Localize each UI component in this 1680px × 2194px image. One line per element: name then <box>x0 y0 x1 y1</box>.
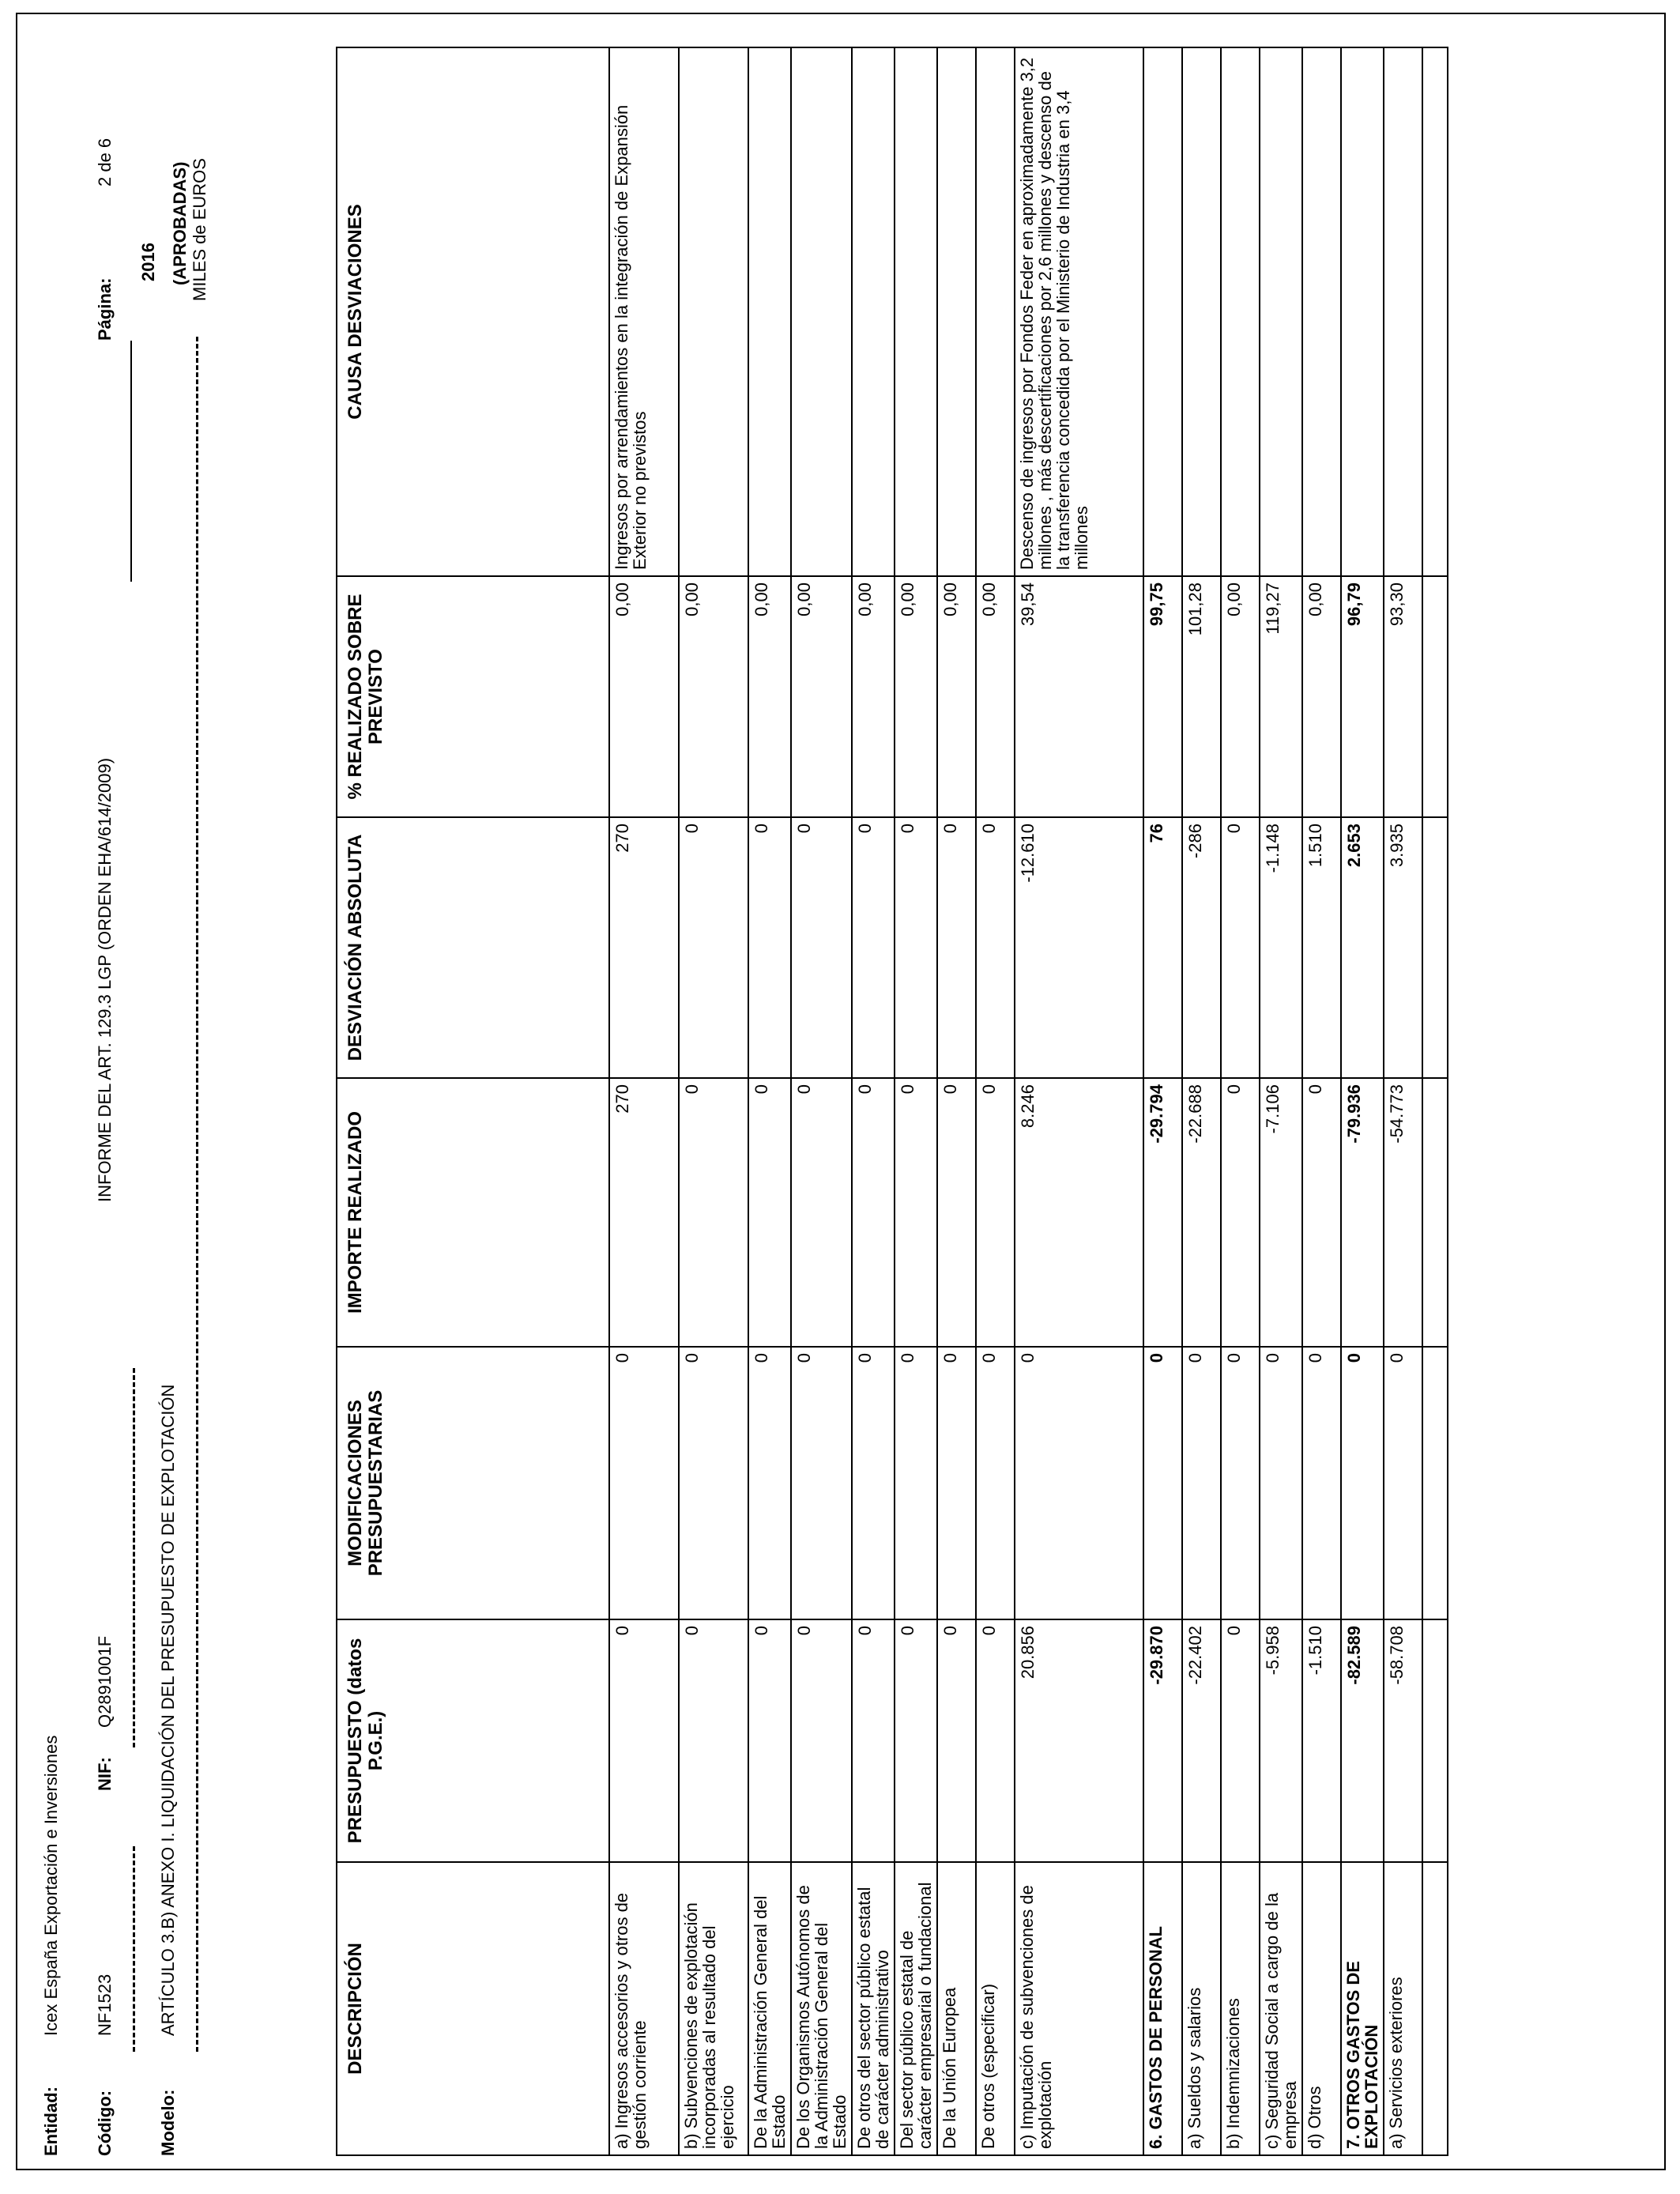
presupuesto-cell: 0 <box>937 1619 976 1862</box>
desviacion-cell: 0 <box>1221 817 1260 1078</box>
table-row-empty <box>1422 47 1448 2155</box>
empty-cell <box>1422 1347 1448 1619</box>
porcentaje-cell: 0,00 <box>976 576 1015 817</box>
desviacion-cell: 0 <box>748 817 791 1078</box>
porcentaje-cell: 119,27 <box>1260 576 1302 817</box>
col-modificaciones: MODIFICACIONES PRESUPUESTARIAS <box>337 1347 609 1619</box>
modificaciones-cell: 0 <box>1143 1347 1182 1619</box>
table-row <box>791 47 852 2155</box>
modificaciones-cell: 0 <box>791 1347 852 1619</box>
year: 2016 <box>138 243 158 281</box>
pagina-label: Página: <box>95 277 115 341</box>
descripcion-cell: 6. GASTOS DE PERSONAL <box>1143 1862 1182 2155</box>
causa-cell <box>1341 47 1384 576</box>
porcentaje-cell: 0,00 <box>791 576 852 817</box>
causa-cell <box>852 47 895 576</box>
empty-cell <box>1422 817 1448 1078</box>
table-row <box>1341 47 1384 2155</box>
presupuesto-cell: -1.510 <box>1302 1619 1341 1862</box>
porcentaje-cell: 0,00 <box>609 576 679 817</box>
desviacion-cell: 2.653 <box>1341 817 1384 1078</box>
porcentaje-cell: 0,00 <box>748 576 791 817</box>
causa-cell <box>1302 47 1341 576</box>
desviacion-cell: 1.510 <box>1302 817 1341 1078</box>
col-presupuesto: PRESUPUESTO (datos P.G.E.) <box>337 1619 609 1862</box>
porcentaje-cell: 0,00 <box>852 576 895 817</box>
nif-underline <box>133 1368 135 1747</box>
desviacion-cell: 76 <box>1143 817 1182 1078</box>
presupuesto-cell: 20.856 <box>1015 1619 1143 1862</box>
causa-cell <box>937 47 976 576</box>
unidades: MILES de EUROS <box>190 158 209 301</box>
causa-cell <box>1384 47 1422 576</box>
codigo-value: NF1523 <box>95 1973 115 2036</box>
informe-title: INFORME DEL ART. 129.3 LGP (ORDEN EHA/614/2009) <box>95 757 115 1202</box>
causa-cell <box>791 47 852 576</box>
modificaciones-cell: 0 <box>1341 1347 1384 1619</box>
modelo-underline <box>196 337 198 2052</box>
causa-cell <box>1221 47 1260 576</box>
aprobadas: (APROBADAS) <box>170 161 190 285</box>
table-row <box>1015 47 1143 2155</box>
col-porcentaje: % REALIZADO SOBRE PREVISTO <box>337 576 609 817</box>
informe-underline <box>130 341 132 582</box>
entidad-value: Icex España Exportación e Inversiones <box>41 1735 61 2036</box>
col-descripcion: DESCRIPCIÓN <box>337 1862 609 2155</box>
importe-cell: 0 <box>852 1078 895 1347</box>
importe-cell: 0 <box>895 1078 937 1347</box>
table-row <box>895 47 937 2155</box>
causa-cell: Ingresos por arrendamientos en la integración de Expansión Exterior no previstos <box>609 47 679 576</box>
modificaciones-cell: 0 <box>1384 1347 1422 1619</box>
importe-cell: -7.106 <box>1260 1078 1302 1347</box>
descripcion-cell: a) Servicios exteriores <box>1384 1862 1422 2155</box>
desviacion-cell: -12.610 <box>1015 817 1143 1078</box>
presupuesto-cell: 0 <box>609 1619 679 1862</box>
modificaciones-cell: 0 <box>1182 1347 1221 1619</box>
desviacion-cell: 0 <box>679 817 748 1078</box>
descripcion-cell: De otros del sector público estatal de carácter administrativo <box>852 1862 895 2155</box>
modificaciones-cell: 0 <box>852 1347 895 1619</box>
desviacion-cell: 0 <box>895 817 937 1078</box>
presupuesto-cell: 0 <box>791 1619 852 1862</box>
empty-cell <box>1422 1078 1448 1347</box>
importe-cell: 0 <box>1221 1078 1260 1347</box>
importe-cell: 270 <box>609 1078 679 1347</box>
table-row <box>1182 47 1221 2155</box>
importe-cell: -79.936 <box>1341 1078 1384 1347</box>
table-row <box>748 47 791 2155</box>
descripcion-cell: b) Subvenciones de explotación incorporadas al resultado del ejercicio <box>679 1862 748 2155</box>
modificaciones-cell: 0 <box>976 1347 1015 1619</box>
causa-cell <box>748 47 791 576</box>
presupuesto-cell: -22.402 <box>1182 1619 1221 1862</box>
desviacion-cell: 0 <box>937 817 976 1078</box>
presupuesto-cell: 0 <box>679 1619 748 1862</box>
nif-label: NIF: <box>95 1757 115 1791</box>
col-desviacion: DESVIACIÓN ABSOLUTA <box>337 817 609 1078</box>
desviacion-cell: 270 <box>609 817 679 1078</box>
causa-cell <box>1260 47 1302 576</box>
nif-value: Q2891001F <box>95 1635 115 1728</box>
header-row <box>337 47 609 2155</box>
modificaciones-cell: 0 <box>1015 1347 1143 1619</box>
importe-cell: 0 <box>748 1078 791 1347</box>
modificaciones-cell: 0 <box>895 1347 937 1619</box>
causa-cell <box>1143 47 1182 576</box>
importe-cell: -22.688 <box>1182 1078 1221 1347</box>
desviacion-cell: -286 <box>1182 817 1221 1078</box>
porcentaje-cell: 101,28 <box>1182 576 1221 817</box>
modificaciones-cell: 0 <box>748 1347 791 1619</box>
descripcion-cell: De otros (especificar) <box>976 1862 1015 2155</box>
empty-cell <box>1422 47 1448 576</box>
porcentaje-cell: 0,00 <box>937 576 976 817</box>
descripcion-cell: d) Otros <box>1302 1862 1341 2155</box>
desviacion-cell: -1.148 <box>1260 817 1302 1078</box>
modelo-label: Modelo: <box>158 2089 178 2156</box>
descripcion-cell: c) Imputación de subvenciones de explotación <box>1015 1862 1143 2155</box>
descripcion-cell: c) Seguridad Social a cargo de la empresa <box>1260 1862 1302 2155</box>
empty-cell <box>1422 576 1448 817</box>
presupuesto-cell: 0 <box>895 1619 937 1862</box>
causa-cell <box>976 47 1015 576</box>
desviacion-cell: 3.935 <box>1384 817 1422 1078</box>
desviacion-cell: 0 <box>976 817 1015 1078</box>
pagina-value: 2 de 6 <box>95 138 115 187</box>
table-row <box>852 47 895 2155</box>
entidad-label: Entidad: <box>41 2087 61 2156</box>
modificaciones-cell: 0 <box>609 1347 679 1619</box>
porcentaje-cell: 99,75 <box>1143 576 1182 817</box>
modificaciones-cell: 0 <box>1302 1347 1341 1619</box>
modelo-value: ARTÍCULO 3.B) ANEXO I. LIQUIDACIÓN DEL PRESUPUESTO DE EXPLOTACIÓN <box>158 1384 178 2036</box>
table-row <box>1221 47 1260 2155</box>
empty-cell <box>1422 1619 1448 1862</box>
importe-cell: 0 <box>679 1078 748 1347</box>
table-row <box>609 47 679 2155</box>
porcentaje-cell: 0,00 <box>679 576 748 817</box>
porcentaje-cell: 0,00 <box>1302 576 1341 817</box>
descripcion-cell: a) Ingresos accesorios y otros de gestión corriente <box>609 1862 679 2155</box>
modificaciones-cell: 0 <box>679 1347 748 1619</box>
presupuesto-cell: -29.870 <box>1143 1619 1182 1862</box>
modificaciones-cell: 0 <box>1221 1347 1260 1619</box>
causa-cell: Descenso de ingresos por Fondos Feder en aproximadamente 3,2 millones , más descertificaciones por 2,6 millones y descenso de la transferencia concedida por el Ministerio de Industria en 3,4 millones <box>1015 47 1143 576</box>
desviacion-cell: 0 <box>852 817 895 1078</box>
presupuesto-cell: -82.589 <box>1341 1619 1384 1862</box>
table-row <box>679 47 748 2155</box>
causa-cell <box>1182 47 1221 576</box>
descripcion-cell: De la Unión Europea <box>937 1862 976 2155</box>
empty-cell <box>1422 1862 1448 2155</box>
presupuesto-cell: 0 <box>1221 1619 1260 1862</box>
descripcion-cell: De los Organismos Autónomos de la Administración General del Estado <box>791 1862 852 2155</box>
causa-cell <box>895 47 937 576</box>
descripcion-cell: a) Sueldos y salarios <box>1182 1862 1221 2155</box>
codigo-underline <box>133 1846 135 2052</box>
descripcion-cell: De la Administración General del Estado <box>748 1862 791 2155</box>
table-row <box>1302 47 1341 2155</box>
modificaciones-cell: 0 <box>937 1347 976 1619</box>
porcentaje-cell: 0,00 <box>1221 576 1260 817</box>
presupuesto-cell: -58.708 <box>1384 1619 1422 1862</box>
table-row <box>937 47 976 2155</box>
porcentaje-cell: 0,00 <box>895 576 937 817</box>
descripcion-cell: 7. OTROS GASTOS DE EXPLOTACIÓN <box>1341 1862 1384 2155</box>
table-row <box>1143 47 1182 2155</box>
col-causa: CAUSA DESVIACIONES <box>337 47 609 576</box>
presupuesto-cell: 0 <box>748 1619 791 1862</box>
descripcion-cell: Del sector público estatal de carácter empresarial o fundacional <box>895 1862 937 2155</box>
importe-cell: 0 <box>791 1078 852 1347</box>
table-row <box>1384 47 1422 2155</box>
table-row <box>1260 47 1302 2155</box>
desviacion-cell: 0 <box>791 817 852 1078</box>
importe-cell: -29.794 <box>1143 1078 1182 1347</box>
importe-cell: -54.773 <box>1384 1078 1422 1347</box>
presupuesto-cell: -5.958 <box>1260 1619 1302 1862</box>
causa-cell <box>679 47 748 576</box>
budget-table <box>336 47 1448 2156</box>
modificaciones-cell: 0 <box>1260 1347 1302 1619</box>
presupuesto-cell: 0 <box>852 1619 895 1862</box>
importe-cell: 8.246 <box>1015 1078 1143 1347</box>
descripcion-cell: b) Indemnizaciones <box>1221 1862 1260 2155</box>
porcentaje-cell: 96,79 <box>1341 576 1384 817</box>
codigo-label: Código: <box>95 2090 115 2156</box>
presupuesto-cell: 0 <box>976 1619 1015 1862</box>
importe-cell: 0 <box>937 1078 976 1347</box>
table-row <box>976 47 1015 2155</box>
table-body <box>609 47 1448 2155</box>
porcentaje-cell: 93,30 <box>1384 576 1422 817</box>
importe-cell: 0 <box>976 1078 1015 1347</box>
importe-cell: 0 <box>1302 1078 1341 1347</box>
porcentaje-cell: 39,54 <box>1015 576 1143 817</box>
col-importe: IMPORTE REALIZADO <box>337 1078 609 1347</box>
